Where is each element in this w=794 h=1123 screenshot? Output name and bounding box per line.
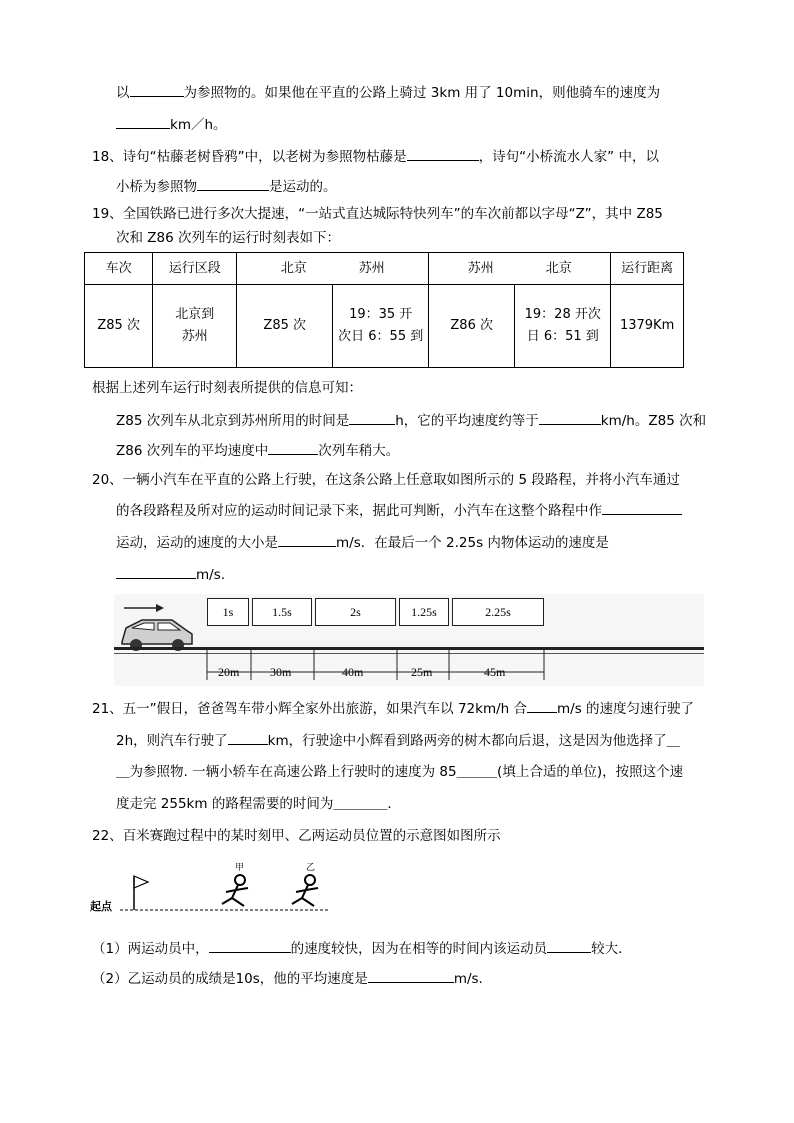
q19-line4: Z85 次列车从北京到苏州所用的时间是 h，它的平均速度约等于 km/h。Z85 次和 (116, 410, 706, 431)
q17-line1: 以 为参照物的。如果他在平直的公路上骑过 3km 用了 10min，则他骑车的速度为 (116, 82, 660, 103)
answer-blank[interactable] (116, 564, 196, 579)
q19-line3: 根据上述列车运行时刻表所提供的信息可知： (92, 380, 362, 396)
col-header: 车次 (85, 253, 153, 285)
answer-blank[interactable] (547, 938, 591, 953)
table-cell: 北京到 苏州 (153, 285, 237, 368)
answer-blank[interactable] (209, 938, 291, 953)
answer-blank[interactable] (197, 176, 269, 191)
q22-line1: 22、百米赛跑过程中的某时刻甲、乙两运动员位置的示意图如图所示 (92, 828, 501, 844)
answer-blank[interactable] (130, 82, 184, 97)
table-cell: 19：35 开 次日 6：55 到 (333, 285, 429, 368)
q21-line3: ＿为参照物. 一辆小轿车在高速公路上行驶时的速度为 85＿＿＿(填上合适的单位)，按照这个速 (116, 764, 684, 780)
distance-label: 25m (411, 665, 433, 679)
time-box: 1.25s (399, 598, 449, 626)
time-box: 1.5s (252, 598, 312, 626)
answer-blank[interactable] (602, 500, 682, 515)
race-figure (90, 858, 340, 918)
q22-sub2: （2）乙运动员的成绩是10s，他的平均速度是 m/s. (92, 968, 483, 989)
q20-line3: 运动，运动的速度的大小是 m/s．在最后一个 2.25s 内物体运动的速度是 (116, 532, 609, 553)
q18-line1: 18、诗句“枯藤老树昏鸦”中，以老树为参照物枯藤是 ，诗句“小桥流水人家” 中，以 (92, 146, 659, 167)
answer-blank[interactable] (368, 968, 454, 983)
car-segments-figure (114, 594, 704, 686)
answer-blank[interactable] (278, 532, 336, 547)
q17-line2: km／h。 (116, 114, 227, 135)
runner-a-label: 甲 (235, 863, 245, 873)
col-header: 运行区段 (153, 253, 237, 285)
time-box: 2s (315, 598, 396, 626)
answer-blank[interactable] (116, 114, 170, 129)
distance-label: 20m (218, 665, 240, 679)
col-header-route: 北京 苏州 (237, 253, 429, 285)
q21-line4: 度走完 255km 的路程需要的时间为＿＿＿＿． (116, 796, 401, 812)
distance-label: 45m (484, 665, 506, 679)
q22-sub1: （1）两运动员中， 的速度较快，因为在相等的时间内该运动员 较大． (92, 938, 632, 959)
answer-blank[interactable] (268, 440, 318, 455)
col-header: 运行距离 (611, 253, 684, 285)
q19-line5: Z86 次列车的平均速度中 次列车稍大。 (116, 440, 399, 461)
table-cell: Z86 次 (429, 285, 515, 368)
answer-blank[interactable] (539, 410, 601, 425)
q21-line2: 2h，则汽车行驶了 km，行驶途中小辉看到路两旁的树木都向后退，这是因为他选择了＿ (116, 730, 680, 751)
col-header-route: 苏州 北京 (429, 253, 611, 285)
table-cell: 19：28 开次 日 6：51 到 (515, 285, 611, 368)
time-box: 1s (207, 598, 249, 626)
q21-line1: 21、五一”假日，爸爸驾车带小辉全家外出旅游，如果汽车以 72km/h 合 m/s 的速度匀速行驶了 (92, 698, 694, 719)
answer-blank[interactable] (349, 410, 395, 425)
answer-blank[interactable] (527, 698, 557, 713)
race-illustration (90, 858, 340, 918)
table-cell: Z85 次 (85, 285, 153, 368)
table-cell: Z85 次 (237, 285, 333, 368)
distance-label: 40m (342, 665, 364, 679)
answer-blank[interactable] (228, 730, 268, 745)
distance-label: 30m (270, 665, 292, 679)
q20-line4: m/s. (116, 564, 225, 585)
start-label: 起点 (90, 900, 112, 913)
q18-line2: 小桥为参照物 是运动的。 (116, 176, 337, 197)
distance-markers (114, 646, 704, 686)
q20-line2: 的各段路程及所对应的运动时间记录下来，据此可判断，小汽车在这整个路程中作 (116, 500, 682, 521)
q20-line1: 20、一辆小汽车在平直的公路上行驶，在这条公路上任意取如图所示的 5 段路程，并将小汽车通过 (92, 472, 680, 488)
answer-blank[interactable] (407, 146, 479, 161)
table-cell: 1379Km (611, 285, 684, 368)
time-box: 2.25s (452, 598, 544, 626)
train-timetable (84, 252, 684, 368)
runner-b-label: 乙 (306, 863, 316, 873)
q19-line1: 19、全国铁路已进行多次大提速，“一站式直达城际特快列车”的车次前都以字母“Z”，其中 Z85 (92, 206, 663, 222)
q19-line2: 次和 Z86 次列车的运行时刻表如下： (116, 230, 341, 246)
